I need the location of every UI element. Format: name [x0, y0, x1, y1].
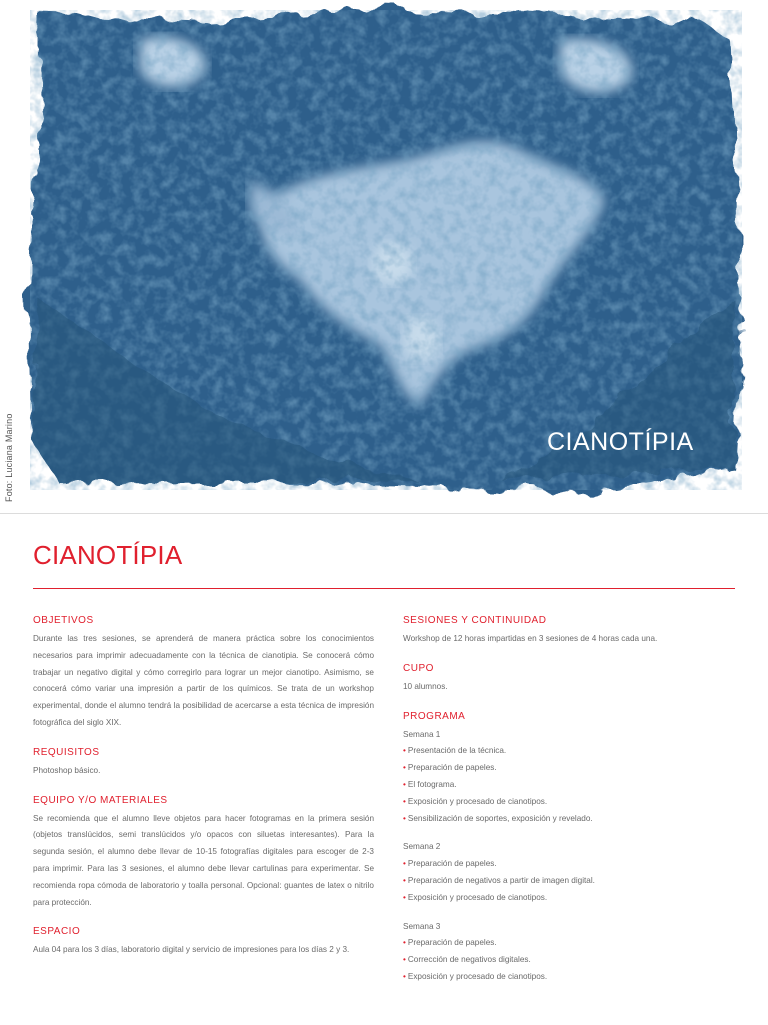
cupo-heading: CUPO	[403, 662, 434, 674]
bullet-icon: •	[403, 955, 406, 965]
bullet-icon: •	[403, 859, 406, 869]
left-column	[33, 614, 374, 959]
info-sheet	[0, 513, 768, 1025]
list-item: • Preparación de papeles.	[403, 938, 497, 948]
bullet-icon: •	[403, 938, 406, 948]
objetivos-heading: OBJETIVOS	[33, 615, 94, 626]
photo-credit: Foto: Luciana Marino	[4, 413, 14, 502]
week-1-list	[403, 743, 733, 827]
week-3-list	[403, 935, 733, 985]
list-item: • Exposición y procesado de cianotipos.	[403, 796, 548, 806]
list-item: • El fotograma.	[403, 779, 457, 789]
cover-image-panel	[0, 0, 768, 512]
requisitos-text: Photoshop básico.	[33, 765, 101, 775]
week-3-label: Semana 3	[403, 921, 441, 931]
title-divider	[33, 588, 735, 589]
bullet-icon: •	[403, 875, 406, 885]
bullet-icon: •	[403, 796, 406, 806]
bullet-icon: •	[403, 813, 406, 823]
sesiones-text: Workshop de 12 horas impartidas en 3 sesiones de 4 horas cada una.	[403, 634, 658, 643]
bullet-icon: •	[403, 779, 406, 789]
bullet-icon: •	[403, 763, 406, 773]
week-2-list	[403, 856, 733, 906]
espacio-heading: ESPACIO	[33, 926, 81, 938]
bullet-icon: •	[403, 746, 406, 756]
list-item: • Preparación de papeles.	[403, 859, 497, 869]
sesiones-heading: SESIONES Y CONTINUIDAD	[403, 615, 547, 626]
list-item: • Corrección de negativos digitales.	[403, 955, 531, 965]
page-title: CIANOTÍPIA	[33, 540, 183, 570]
right-column	[403, 614, 733, 986]
cupo-text: 10 alumnos.	[403, 681, 448, 691]
programa-heading: PROGRAMA	[403, 710, 466, 722]
list-item: • Exposición y procesado de cianotipos.	[403, 892, 548, 902]
list-item: • Sensibilización de soportes, exposición y revelado.	[403, 813, 593, 823]
espacio-text: Aula 04 para los 3 días, laboratorio digital y servicio de impresiones para los días 2 y 3.	[33, 945, 350, 955]
list-item: • Preparación de negativos a partir de imagen digital.	[403, 875, 595, 885]
list-item: • Presentación de la técnica.	[403, 746, 507, 756]
bullet-icon: •	[403, 971, 406, 981]
week-2-label: Semana 2	[403, 842, 441, 852]
equipo-heading: EQUIPO Y/O MATERIALES	[33, 794, 168, 806]
requisitos-heading: REQUISITOS	[33, 746, 100, 758]
objetivos-text: Durante las tres sesiones, se aprenderá de manera práctica sobre los conocimientos necesarios para imprimir adecuadamente con la técnica de cianotipia. Se conocerá cómo trabajar un negativo digital y cómo corregirlo para lograr un mejor cianotipo. Asimismo, se conocerá cómo variar una impresión a partir de los químicos. Se trata de un workshop experimental, donde el alumno tendrá la posibilidad de acercarse a esta técnica de impresión fotográfica del siglo XIX.	[33, 634, 374, 727]
week-1-label: Semana 1	[403, 729, 441, 739]
equipo-text: Se recomienda que el alumno lleve objetos para hacer fotogramas en la primera sesión (objetos translúcidos, semi translúcidos y/o opacos con siluetas interesantes). Para la segunda sesión, el alumno debe llevar de 10-15 fotografías digitales para escoger de 2-3 para imprimir. Para las 3 sesiones, el alumno debe llevar cartulinas para experimentar. Se recomienda ropa cómoda de laboratorio y toalla personal. Opcional: guantes de latex o nitrilo para protección.	[33, 813, 374, 907]
list-item: • Exposición y procesado de cianotipos.	[403, 971, 548, 981]
cover-title: CIANOTÍPIA	[547, 428, 694, 456]
list-item: • Preparación de papeles.	[403, 763, 497, 773]
bullet-icon: •	[403, 892, 406, 902]
